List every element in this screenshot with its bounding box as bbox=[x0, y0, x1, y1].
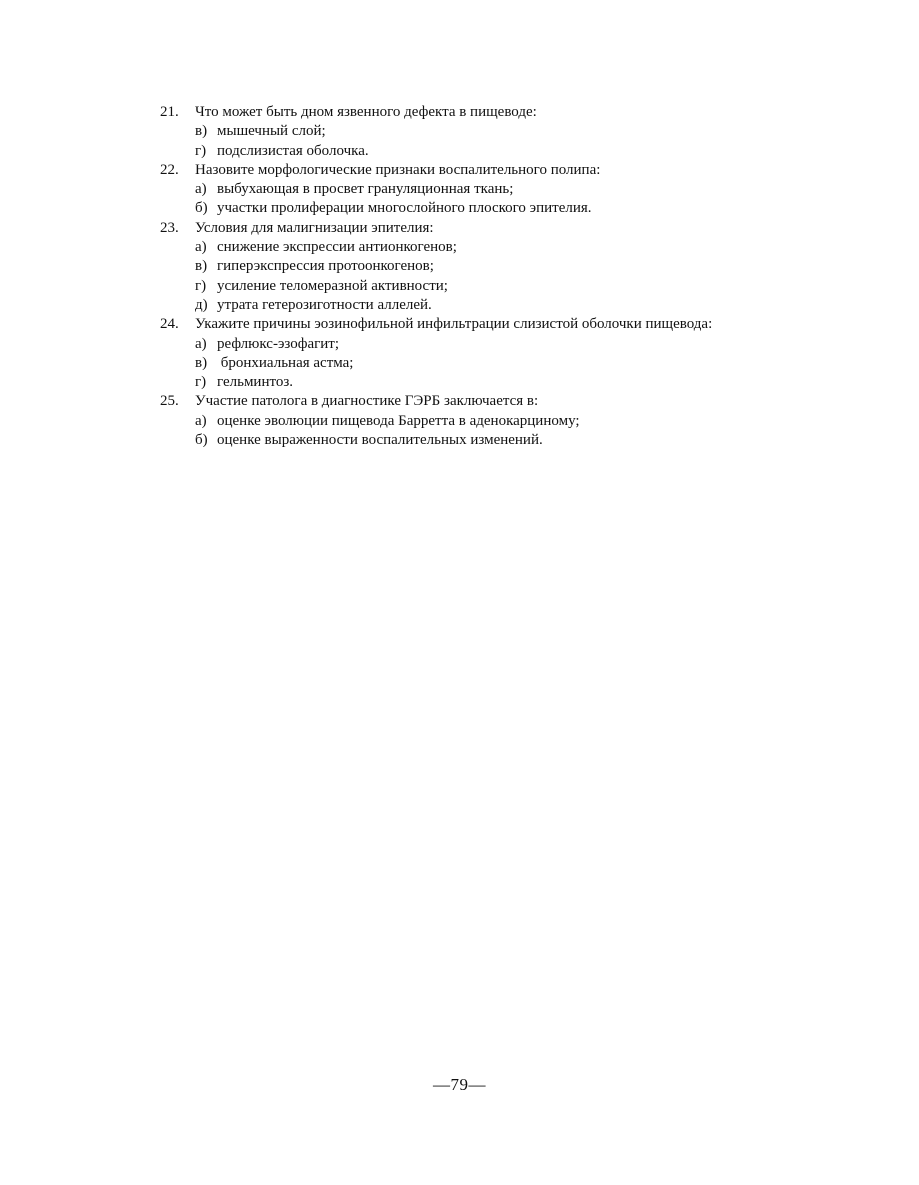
answer-option bbox=[160, 354, 880, 373]
option-text: рефлюкс-эзофагит; bbox=[217, 335, 339, 352]
question-text: Участие патолога в диагностике ГЭРБ заключается в: bbox=[195, 393, 539, 410]
option-text: участки пролиферации многослойного плоского эпителия. bbox=[217, 200, 592, 217]
answer-option bbox=[160, 335, 880, 354]
option-text: подслизистая оболочка. bbox=[217, 142, 369, 159]
question-number: 25. bbox=[160, 393, 179, 410]
question-line bbox=[160, 315, 880, 334]
answer-option bbox=[160, 238, 880, 257]
answer-option bbox=[160, 296, 880, 315]
option-letter: в) bbox=[195, 258, 208, 275]
answer-option bbox=[160, 431, 880, 450]
option-letter: а) bbox=[195, 412, 207, 429]
answer-option bbox=[160, 277, 880, 296]
question-25 bbox=[160, 392, 880, 450]
option-text: выбухающая в просвет грануляционная ткань; bbox=[217, 181, 514, 198]
answer-option bbox=[160, 122, 880, 141]
option-letter: а) bbox=[195, 335, 207, 352]
option-letter: б) bbox=[195, 432, 208, 449]
question-number: 24. bbox=[160, 316, 179, 333]
page-number: —79— bbox=[433, 1075, 486, 1094]
option-letter: г) bbox=[195, 142, 207, 159]
option-letter: а) bbox=[195, 239, 207, 256]
option-letter: а) bbox=[195, 181, 207, 198]
option-text: гиперэкспрессия протоонкогенов; bbox=[217, 258, 434, 275]
option-text: мышечный слой; bbox=[217, 123, 326, 140]
question-23 bbox=[160, 219, 880, 315]
answer-option bbox=[160, 412, 880, 431]
answer-option bbox=[160, 180, 880, 199]
answer-option bbox=[160, 373, 880, 392]
question-number: 22. bbox=[160, 161, 179, 178]
question-line bbox=[160, 161, 880, 180]
option-text: утрата гетерозиготности аллелей. bbox=[217, 296, 432, 313]
option-letter: в) bbox=[195, 123, 208, 140]
question-line bbox=[160, 103, 880, 122]
option-letter: б) bbox=[195, 200, 208, 217]
answer-option bbox=[160, 199, 880, 218]
question-text: Что может быть дном язвенного дефекта в пищеводе: bbox=[195, 104, 537, 120]
question-number: 23. bbox=[160, 219, 179, 236]
option-letter: в) bbox=[195, 354, 208, 371]
question-21 bbox=[160, 103, 880, 161]
option-letter: д) bbox=[195, 296, 208, 313]
option-letter: г) bbox=[195, 277, 207, 294]
question-list bbox=[160, 103, 880, 450]
question-line bbox=[160, 219, 880, 238]
option-text: оценке эволюции пищевода Барретта в аденокарциному; bbox=[217, 412, 580, 429]
question-text: Условия для малигнизации эпителия: bbox=[195, 219, 434, 236]
question-number: 21. bbox=[160, 104, 179, 120]
answer-option bbox=[160, 257, 880, 276]
option-letter: г) bbox=[195, 374, 207, 391]
option-text: снижение экспрессии антионкогенов; bbox=[217, 239, 457, 256]
question-text: Назовите морфологические признаки воспалительного полипа: bbox=[195, 161, 601, 178]
option-text: бронхиальная астма; bbox=[217, 354, 354, 371]
option-text: гельминтоз. bbox=[217, 374, 294, 391]
question-22 bbox=[160, 161, 880, 219]
question-line bbox=[160, 392, 880, 411]
option-text: усиление теломеразной активности; bbox=[217, 277, 448, 294]
answer-option bbox=[160, 142, 880, 161]
option-text: оценке выраженности воспалительных изменений. bbox=[217, 432, 543, 449]
question-text: Укажите причины эозинофильной инфильтрации слизистой оболочки пищевода: bbox=[195, 316, 713, 333]
question-24 bbox=[160, 315, 880, 392]
